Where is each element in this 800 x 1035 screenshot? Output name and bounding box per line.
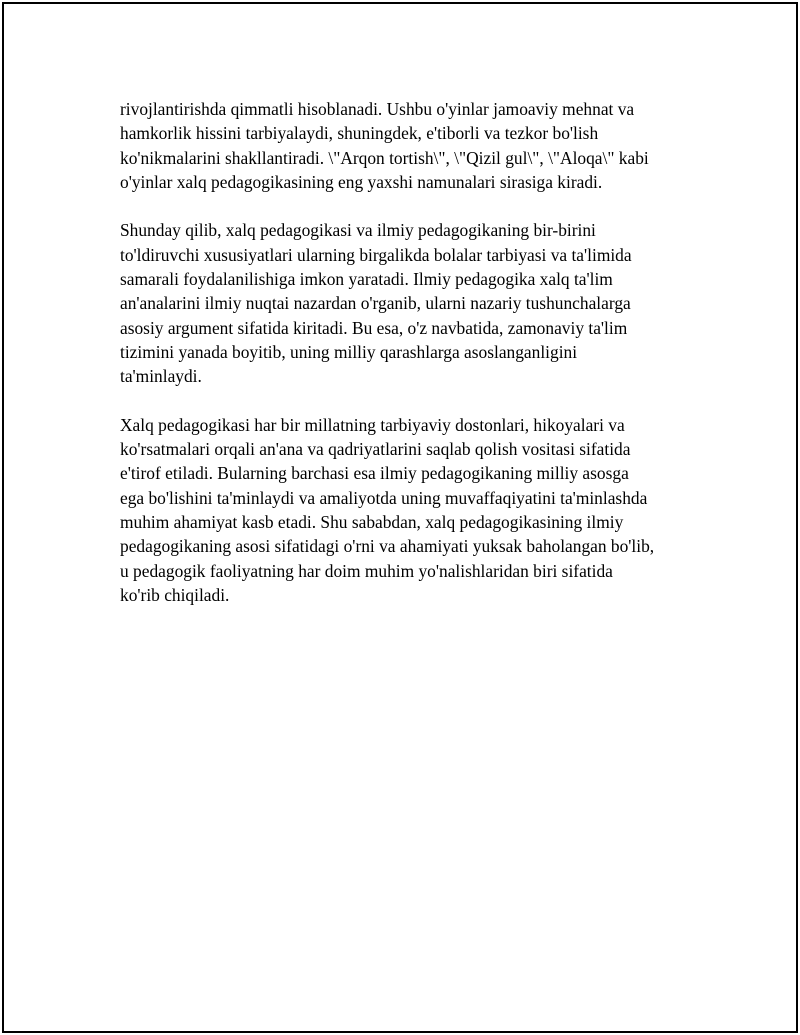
paragraph-line: hamkorlik hissini tarbiyalaydi, shuningdek, e'tiborli va tezkor bo'lish (120, 123, 599, 144)
paragraph-line: ko'rib chiqiladi. (120, 584, 230, 605)
paragraph-line: muhim ahamiyat kasb etadi. Shu sababdan, xalq pedagogikasining ilmiy (120, 512, 624, 533)
paragraph-line: ta'minlaydi. (120, 366, 202, 387)
paragraph-line: o'yinlar xalq pedagogikasining eng yaxshi namunalari sirasiga kiradi. (120, 171, 603, 192)
paragraph-line: ko'rsatmalari orqali an'ana va qadriyatlarini saqlab qolish vositasi sifatida (120, 439, 631, 460)
paragraph-line: asosiy argument sifatida kiritadi. Bu esa, o'z navbatida, zamonaviy ta'lim (120, 317, 628, 338)
paragraph-line: pedagogikaning asosi sifatidagi o'rni va ahamiyati yuksak baholangan bo'lib, (120, 536, 655, 557)
paragraph-line: ega bo'lishini ta'minlaydi va amaliyotda uning muvaffaqiyatini ta'minlashda (120, 487, 648, 508)
paragraph-line: to'ldiruvchi xususiyatlari ularning birgalikda bolalar tarbiyasi va ta'limida (120, 244, 632, 265)
paragraph-line: Shunday qilib, xalq pedagogikasi va ilmiy pedagogikaning bir-birini (120, 220, 596, 241)
document-page (2, 2, 798, 1033)
paragraph-line: samarali foydalanilishiga imkon yaratadi. Ilmiy pedagogika xalq ta'lim (120, 269, 613, 290)
paragraph-1 (120, 97, 710, 194)
paragraph-line: an'analarini ilmiy nuqtai nazardan o'rganib, ularni nazariy tushunchalarga (120, 293, 631, 314)
paragraph-line: u pedagogik faoliyatning har doim muhim yo'nalishlaridan biri sifatida (120, 560, 613, 581)
paragraph-line: ko'nikmalarini shakllantiradi. \"Arqon tortish\", \"Qizil gul\", \"Aloqa\" kabi (120, 147, 649, 168)
paragraph-line: e'tirof etiladi. Bularning barchasi esa ilmiy pedagogikaning milliy asosga (120, 463, 629, 484)
paragraph-line: rivojlantirishda qimmatli hisoblanadi. Ushbu o'yinlar jamoaviy mehnat va (120, 99, 635, 119)
paragraph-3 (120, 413, 710, 607)
document-body (120, 97, 710, 632)
paragraph-line: tizimini yanada boyitib, uning milliy qarashlarga asoslanganligini (120, 341, 578, 362)
paragraph-line: Xalq pedagogikasi har bir millatning tarbiyaviy dostonlari, hikoyalari va (120, 414, 625, 435)
paragraph-2 (120, 218, 710, 388)
